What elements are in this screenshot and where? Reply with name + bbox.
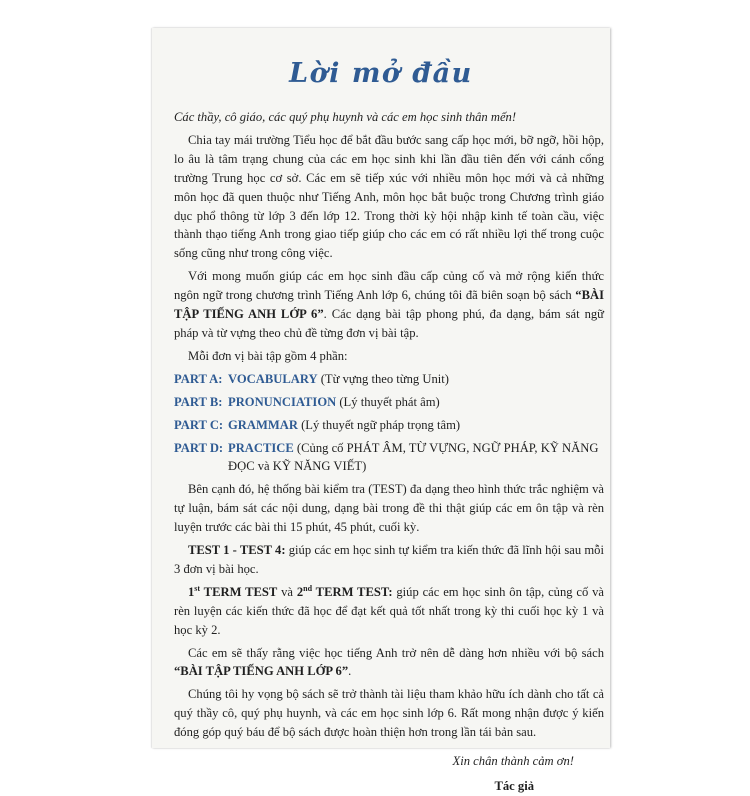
book-page (152, 28, 610, 793)
term-2-suffix: nd (303, 583, 313, 593)
term-2-name: TERM TEST: (312, 584, 393, 599)
easier-text-a: Các em sẽ thấy rằng việc học tiếng Anh trở nên dễ dàng hơn nhiều với bộ sách (188, 645, 604, 660)
part-desc: (Lý thuyết ngữ pháp trọng tâm) (297, 417, 461, 432)
author-signature: Tác giả (494, 779, 534, 793)
page-title: Lời mở đầu (289, 58, 473, 89)
part-item (174, 416, 604, 435)
part-label: PART A: (174, 371, 223, 386)
easier-text-b: . (348, 664, 352, 679)
term-1-name: TERM TEST (200, 584, 278, 599)
term-and: và (277, 584, 297, 599)
part-name: GRAMMAR (228, 417, 298, 432)
paragraph-term-tests (174, 583, 604, 640)
part-desc: (Củng cố PHÁT ÂM, TỪ VỰNG, NGỮ PHÁP, KỸ NĂNG ĐỌC và KỸ NĂNG VIẾT) (228, 440, 599, 474)
paragraph-easier (174, 644, 604, 682)
part-item (174, 370, 604, 389)
paragraph-intro: Chia tay mái trường Tiểu học để bắt đầu bước sang cấp học mới, bỡ ngỡ, hồi hộp, lo âu là tâm trạng chung của các em học sinh khi lần đầu tiên đến với cánh cổng trường Trung học cơ sở. Các em sẽ tiếp xúc với nhiều môn học mới và cả những môn học đã quen thuộc như Tiếng Anh, môn học bắt buộc trong Chương trình giáo dục phổ thông từ lớp 3 đến lớp 12. Trong thời kỳ hội nhập kinh tế toàn cầu, việc thành thạo tiếng Anh trong giao tiếp giúp cho các em có rất nhiều lợi thế trong cuộc sống cũng như trong công việc. (174, 132, 604, 261)
parts-list (174, 370, 604, 477)
closing-thanks: Xin chân thành cảm ơn! (452, 754, 574, 769)
book-title-ref: “BÀI TẬP TIẾNG ANH LỚP 6” (174, 288, 604, 322)
book-title-ref-2: “BÀI TẬP TIẾNG ANH LỚP 6” (174, 664, 349, 679)
purpose-text-b: . Các dạng bài tập phong phú, đa dạng, bám sát ngữ pháp và từ vựng theo chủ đề từng đơn vị bài tập. (174, 307, 604, 340)
term-2-number: 2 (296, 584, 304, 599)
part-item (174, 439, 604, 477)
part-name: PRONUNCIATION (228, 394, 337, 409)
paragraph-purpose (174, 267, 604, 343)
preface-body (174, 108, 604, 796)
part-label: PART B: (174, 394, 223, 409)
part-name: PRACTICE (228, 440, 294, 455)
part-label: PART C: (174, 417, 224, 432)
purpose-text-a: Với mong muốn giúp các em học sinh đầu cấp củng cố và mở rộng kiến thức ngôn ngữ trong chương trình Tiếng Anh lớp 6, chúng tôi đã biên soạn bộ sách (174, 269, 604, 303)
term-1-number: 1 (188, 584, 195, 599)
term-test-text: giúp các em học sinh ôn tập, củng cố và rèn luyện các kiến thức đã học để đạt kết quả tốt nhất trong kỳ thi cuối học kỳ 1 và học kỳ 2. (174, 584, 605, 637)
term-test-label (188, 585, 277, 599)
paragraph-parts-intro: Mỗi đơn vị bài tập gồm 4 phần: (188, 348, 348, 363)
part-item (174, 393, 604, 412)
test-range-text: giúp các em học sinh tự kiểm tra kiến thức đã lĩnh hội sau mỗi 3 đơn vị bài học. (174, 543, 604, 576)
test-range-label: TEST 1 - TEST 4: (188, 543, 286, 558)
paragraph-hope: Chúng tôi hy vọng bộ sách sẽ trở thành tài liệu tham khảo hữu ích dành cho tất cả quý thầy cô, quý phụ huynh, và các em học sinh lớp 6. Rất mong nhận được ý kiến đóng góp quý báu để bộ sách được hoàn thiện hơn trong lần tái bản sau. (174, 687, 604, 740)
paragraph-test-1-4 (174, 541, 604, 579)
part-desc: (Từ vựng theo từng Unit) (317, 371, 449, 386)
part-name: VOCABULARY (228, 371, 318, 386)
part-label: PART D: (174, 440, 224, 455)
part-desc: (Lý thuyết phát âm) (336, 394, 440, 409)
paragraph-tests: Bên cạnh đó, hệ thống bài kiểm tra (TEST) đa dạng theo hình thức trắc nghiệm và tự luận, bám sát các nội dung, dạng bài trong đề thi thật giúp các em ôn tập và rèn luyện trước các bài thi 15 phút, 45 phút, cuối kỳ. (174, 482, 604, 535)
term-1-suffix: st (194, 583, 201, 593)
greeting: Các thầy, cô giáo, các quý phụ huynh và các em học sinh thân mến! (174, 110, 517, 124)
